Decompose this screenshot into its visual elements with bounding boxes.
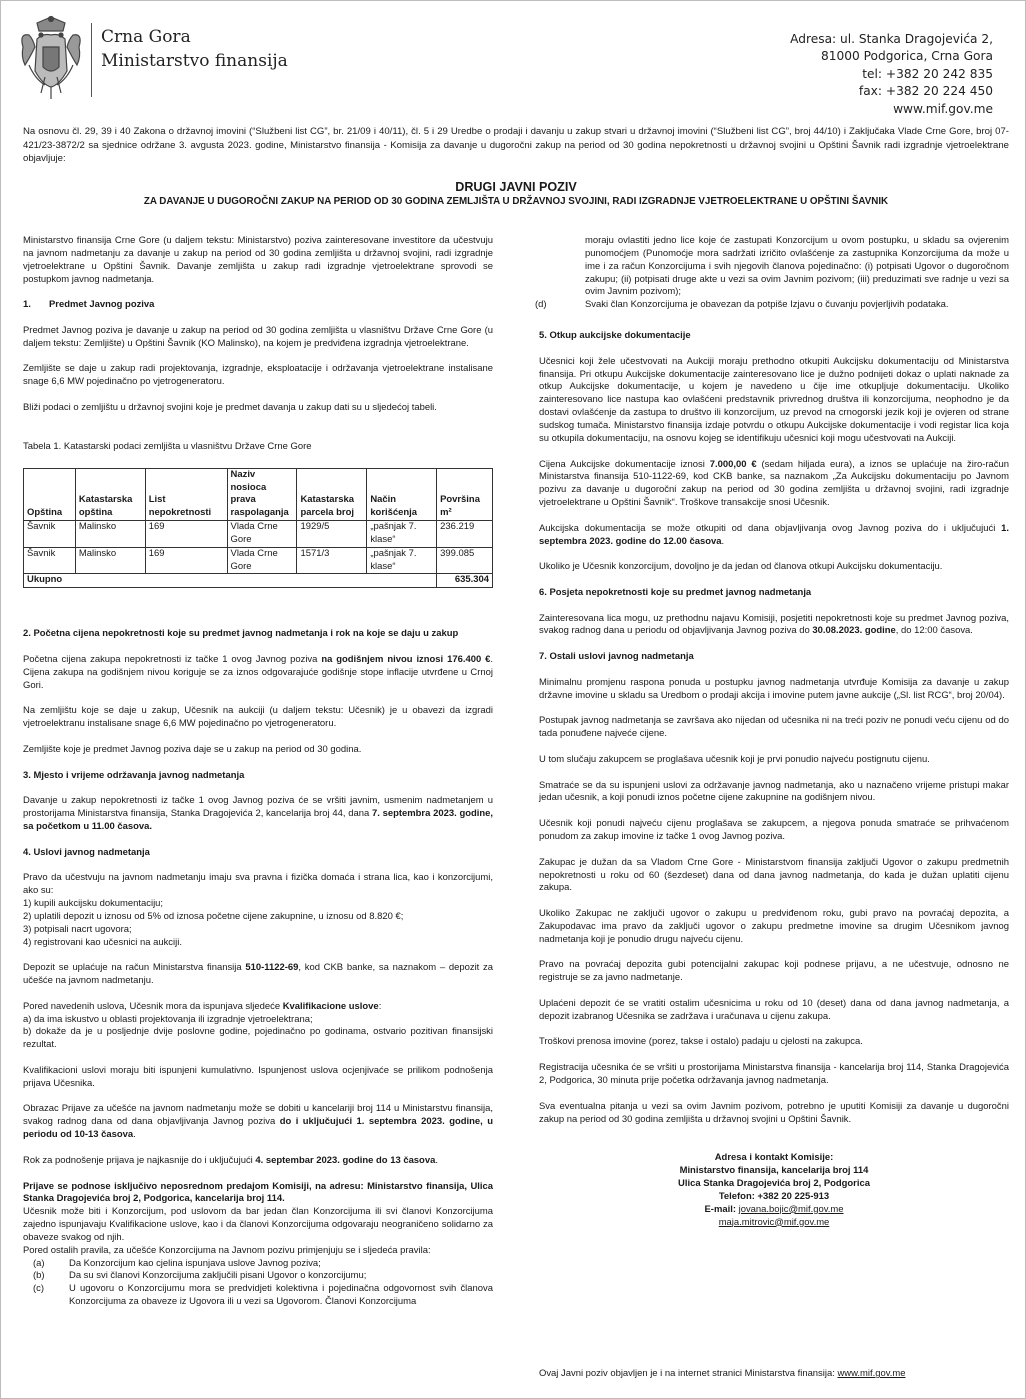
table-caption: Tabela 1. Katastarski podaci zemljišta u vlasništvu Države Crne Gore xyxy=(23,440,312,452)
section-1-paragraph: Predmet Javnog poziva je davanje u zakup na period od 30 godina zemljišta u vlasništvu Države Crne Gore (u daljem tekstu: Zemljište) u Opštini Šavnik (KO Malinsko), na kojem je predviđena izgradnja vjetroelektrane. xyxy=(23,324,493,349)
rule-text: Da su svi članovi Konzorcijuma zaključili pisani Ugovor o konzorcijumu; xyxy=(69,1270,367,1282)
table-cell: 399.085 xyxy=(437,547,493,574)
table-cell: Malinsko xyxy=(75,547,145,574)
text-run: . xyxy=(435,1154,438,1166)
rule-label: (a) xyxy=(33,1257,45,1269)
list-item: 1) kupili aukcijsku dokumentaciju; xyxy=(23,897,164,909)
consortium-rules-intro: Pored ostalih pravila, za učešće Konzorcijuma na Javnom pozivu primjenjuju se i sljedeća pravila: xyxy=(23,1244,431,1256)
footer-text: Ovaj Javni poziv objavljen je i na internet stranici Ministarstva finansija: xyxy=(539,1368,838,1379)
section-1-paragraph: Bliži podaci o zemljištu u državnoj svojini koje je predmet davanja u zakup dati su u sljedećoj tabeli. xyxy=(23,401,437,413)
text-run: . Cijena zakupa na godišnjem nivou koriguje se za iznos odgovarajuće godišnje stope inflacije utvrđene u Crnoj Gori. xyxy=(23,653,493,691)
contact-email-row xyxy=(539,1204,1009,1217)
section-7-heading: 7. Ostali uslovi javnog nadmetanja xyxy=(539,651,694,663)
text-run: , kod CKB banke, sa naznakom – depozit za učešće na javnom nadmetanju. xyxy=(23,962,493,987)
text-run: : xyxy=(378,1000,382,1012)
section-3-heading: 3. Mjesto i vrijeme održavanja javnog nadmetanja xyxy=(23,769,245,781)
footer-website-link[interactable]: www.mif.gov.me xyxy=(837,1368,906,1379)
table-row xyxy=(24,547,493,574)
email-link-2[interactable]: maja.mitrovic@mif.gov.me xyxy=(718,1216,830,1228)
table-header-cell: Naziv nosioca prava raspolaganja xyxy=(227,468,297,520)
section-7-paragraph: Smatraće se da su ispunjeni uslovi za održavanje javnog nadmetanja, ako u naznačeno vrijeme pristupi makar jedan učesnik, a koji ponudi iznos početne cijene zakupnine na godišnjem nivou. xyxy=(539,779,1009,804)
rule-label-spacer xyxy=(539,235,585,299)
contact-office: Ministarstvo finansija, kancelarija broj 114 xyxy=(679,1165,869,1177)
contact-heading: Adresa i kontakt Komisije: xyxy=(714,1152,834,1164)
section-7-paragraph: U tom slučaju zakupcem se proglašava učesnik koji je prvi ponudio najveću postignutu cijenu. xyxy=(539,753,930,765)
consortium-rule xyxy=(23,1283,493,1309)
section-7-paragraph: Uplaćeni depozit će se vratiti ostalim učesnicima u roku od 10 (deset) dana od dana javnog nadmetanja, a depozit izabranog Učesnika se zadržava i uračunava u cijenu zakupa. xyxy=(539,997,1009,1022)
fax-number: fax: +382 20 224 450 xyxy=(858,84,993,99)
legal-basis-intro: Na osnovu čl. 29, 39 i 40 Zakona o državnoj imovini (“Službeni list CG”, br. 21/09 i 40/11), čl. 5 i 29 Uredbe o prodaji i davanju u zakup stvari u državnoj imovini (“Službeni list CG”, broj 44/10) i Zaključaka Vlade Crne Gore, broj 07-421/23-3872/2 sa sjednice održane 3. avgusta 2023. godine, Ministarstvo finansija - Komisija za davanje u dugoročni zakup na period od 30 godina nepokretnosti u državnoj svojini u Opštini Šavnik radi izgradnje vjetroelektrane objavljuje: xyxy=(23,126,1009,165)
text-run: (sedam hiljada eura), a iznos se uplaćuje na žiro-račun Ministarstva finansija 510-1122-69, kod CKB banke, sa naznakom „Za Aukcijsku dokumentaciju po Javnom pozivu za davanje u dugoročni zakup na period od 30 godina zemljišta u državnoj svojini, radi izgradnje vjetroelektrane u Opštini Šavnik“. Troškove transakcije snosi Učesnik. xyxy=(539,458,1009,509)
requirements-list xyxy=(23,898,493,949)
title-main: DRUGI JAVNI POZIV xyxy=(455,180,577,194)
text-run: . xyxy=(133,1129,136,1141)
table-row xyxy=(24,521,493,548)
text-run: , do 12:00 časova. xyxy=(895,625,973,637)
footer-note xyxy=(539,1368,1009,1379)
contact-email-row xyxy=(539,1217,1009,1230)
section-2-heading: 2. Početna cijena nepokretnosti koje su predmet javnog nadmetanja i rok na koje se daju u zakup xyxy=(23,628,459,640)
right-column xyxy=(535,235,1009,1229)
text-run: . xyxy=(721,535,725,547)
section-3-paragraph xyxy=(23,795,493,834)
documentation-deadline-paragraph xyxy=(539,523,1009,549)
section-2-paragraph: Na zemljištu koje se daje u zakup, Učesnik na aukciji (u daljem tekstu: Učesnik) je u obavezi da izgradi vjetroelektranu instalisane snage 6,6 MW pojedinačno po vjetrogeneratoru. xyxy=(23,705,493,730)
section-4-paragraph: Pravo da učestvuju na javnom nadmetanju imaju sva pravna i fizička domaća i strana lica, kao i konzorcijumi, ako su: xyxy=(23,872,493,897)
site-visit-deadline: 30.08.2023. godine xyxy=(812,625,896,637)
text-run: Davanje u zakup nepokretnosti iz tačke 1 ovog Javnog poziva će se vršiti javnim, usmenim nadmetanjem u prostorijama Ministarstva finansija, Stanka Dragojevića 2, kancelarija broj 44, dana xyxy=(23,795,493,820)
section-7-paragraph: Zakupac je dužan da sa Vladom Crne Gore - Ministarstvom finansija zaključi Ugovor o zakupu predmetnih nepokretnosti u roku od 60 (šezdeset) dana od dana javnog nadmetanja, do kada je dužan uplatiti cijenu zakupa. xyxy=(539,856,1009,894)
rule-label: (c) xyxy=(33,1283,45,1295)
table-header-cell: Katastarska opština xyxy=(75,468,145,520)
table-header-cell: Katastarska parcela broj xyxy=(297,468,367,520)
section-7-paragraph: Učesnik koji ponudi najveću cijenu proglašava se zakupcem, a njegova ponuda smatraće se prihvaćenom ponudom za zakup imovine iz tačke 1 ovog Javnog poziva. xyxy=(539,818,1009,842)
email-label: E-mail: xyxy=(704,1203,739,1215)
site-visit-paragraph xyxy=(539,613,1009,639)
table-header-cell: Način korišćenja xyxy=(367,468,437,520)
submission-deadline: 4. septembar 2023. godine do 13 časova xyxy=(255,1154,436,1166)
text-run: Početna cijena zakupa nepokretnosti iz tačke 1 ovog Javnog poziva xyxy=(23,653,322,665)
consortium-rule xyxy=(535,299,1009,312)
section-7-paragraph: Sva eventualna pitanja u vezi sa ovim Javnim pozivom, potrebno je uputiti Komisiji za davanje u dugoročni zakup na period od 30 godina zemljišta u državnoj svojini u Opštini Šavnik. xyxy=(539,1100,1009,1125)
title-subtitle: ZA DAVANJE U DUGOROČNI ZAKUP NA PERIOD OD 30 GODINA ZEMLJIŠTA U DRŽAVNOJ SVOJINI, RADI IZGRADNJE VJETROELEKTRANE U OPŠTINI ŠAVNIK xyxy=(143,196,889,207)
phone-number: tel: +382 20 242 835 xyxy=(862,66,993,81)
consortium-paragraph: Učesnik može biti i Konzorcijum, pod uslovom da bar jedan član Konzorcijuma ili svi članovi Konzorcijuma zajedno ispunjavaju Kvalifikacione uslove, kao i da članovi Konzorcijuma odgovaraju neograničeno solidarno za obaveze svakog od njih. xyxy=(23,1206,493,1243)
total-label: Ukupno xyxy=(24,574,437,588)
text-run: Cijena Aukcijske dokumentacije iznosi xyxy=(539,458,710,470)
table-header-row xyxy=(24,468,493,520)
table-cell: Malinsko xyxy=(75,521,145,548)
application-form-paragraph xyxy=(23,1103,493,1142)
table-cell: Vlada Crne Gore xyxy=(227,521,297,548)
table-cell: 169 xyxy=(145,547,227,574)
section-2-paragraph: Zemljište koje je predmet Javnog poziva daje se u zakup na period od 30 godina. xyxy=(23,743,362,755)
auction-date: 7. septembra 2023. godine, sa početkom u 11.00 časova. xyxy=(23,808,493,832)
form-deadline: do i uključujući 1. septembra 2023. godine, u periodu od 10-13 časova xyxy=(23,1116,493,1141)
section-5-heading: 5. Otkup aukcijske dokumentacije xyxy=(539,330,691,342)
address-line-1: Adresa: ul. Stanka Dragojevića 2, xyxy=(790,32,993,46)
table-header-cell: Opština xyxy=(24,468,76,520)
commission-contact xyxy=(539,1152,1009,1229)
table-header-cell: Površina m² xyxy=(437,468,493,520)
section-7-paragraph: Pravo na povraćaj depozita gubi potencijalni zakupac koji podnese prijavu, a ne učestvuje, odnosno ne registruje se za javno nadmetanje. xyxy=(539,959,1009,984)
list-item: 3) potpisali nacrt ugovora; xyxy=(23,923,132,935)
table-cell: 236.219 xyxy=(437,521,493,548)
section-7-paragraph: Ukoliko Zakupac ne zaključi ugovor o zakupu u predviđenom roku, gubi pravo na povraćaj depozita, a Zakupodavac ima pravo da zaključi ugovor o zakupu predmetne imovine sa drugim Učesnikom javnog nadmetanja koji je ponudio drugu najveću cijenu. xyxy=(539,908,1009,945)
table-cell: Šavnik xyxy=(24,521,76,548)
address-line-2: 81000 Podgorica, Crna Gora xyxy=(820,49,993,64)
table-cell: Šavnik xyxy=(24,547,76,574)
consortium-rule-continued xyxy=(539,235,1009,299)
rule-text: U ugovoru o Konzorcijumu mora se predvidjeti kolektivna i pojedinačna odgovornost svih članova Konzorcijuma za obaveze iz Ugovora ili u vezi sa Ugovorom. Članovi Konzorcijuma xyxy=(69,1283,493,1308)
section-5-paragraph: Učesnici koji žele učestvovati na Aukciji moraju prethodno otkupiti Aukcijsku dokumentaciju od Ministarstva finansija. Pri otkupu Aukcijske dokumentacije zainteresovano lice je dužno podnijeti dokaz o uplati naknade za otkup Aukcijske dokumentacije, u kojem je navedeno u čije ime otkupljuje dokumentaciju. Ukoliko zainteresovano lice nastupa kao ovlašćeni predstavnik privrednog društva ili konzorcijuma, neophodno je da dostavi ovlašćenje da zastupa to društvo ili konzorcijum, uz prevod na crnogorski jezik koji je ovjeren od strane sudskog tumača. Ministarstvo finansija izdaje potvrdu o otkupu Aukcijske dokumentacije i vodi registar lica koja su otkupila dokumentaciju, na osnovu kojeg se identifikuju učesnici koji mogu učestvovati na Aukciji. xyxy=(539,355,1009,444)
section-2-paragraph xyxy=(23,654,493,693)
rule-label: (b) xyxy=(33,1270,45,1282)
table-cell: 169 xyxy=(145,521,227,548)
documentation-deadline: 1. septembra 2023. godine do 12.00 časova xyxy=(539,522,1009,547)
qualification-paragraph xyxy=(23,1001,493,1014)
section-1-paragraph: Zemljište se daje u zakup radi projektovanja, izgradnje, eksploatacije i održavanja vjetroelektrane instalisane snage 6,6 MW pojedinačno po vjetrogeneratoru. xyxy=(23,363,493,388)
qualification-list xyxy=(23,1014,493,1053)
rule-text: Da Konzorcijum kao cjelina ispunjava uslove Javnog poziva; xyxy=(69,1257,321,1269)
table-header-cell: List nepokretnosti xyxy=(145,468,227,520)
rule-label: (d) xyxy=(535,299,547,311)
section-7-paragraph: Registracija učesnika će se vršiti u prostorijama Ministarstva finansija - kancelarija broj 114, Stanka Dragojevića 2, Podgorica, 30 minuta prije početka održavanja javnog nadmetanja. xyxy=(539,1062,1009,1086)
list-item: 4) registrovani kao učesnici na aukciji. xyxy=(23,936,182,948)
annual-price: na godišnjem nivou iznosi 176.400 € xyxy=(321,653,491,665)
text-run: Aukcijska dokumentacija se može otkupiti od dana objavljivanja ovog Javnog poziva do i uključujući xyxy=(539,522,1002,534)
ministry-contact xyxy=(790,31,993,118)
consortium-rule xyxy=(23,1270,493,1283)
total-value: 635.304 xyxy=(437,574,493,588)
text-run: Zainteresovana lica mogu, uz prethodnu najavu Komisiji, posjetiti nepokretnosti koje su predmet Javnog poziva, svakog radnog dana u periodu od objavljivanja Javnog poziva do xyxy=(539,612,1009,637)
section-5-paragraph: Ukoliko je Učesnik konzorcijum, dovoljno je da jedan od članova otkupi Aukcijsku dokumentaciju. xyxy=(539,561,943,573)
list-item: 2) uplatili depozit u iznosu od 5% od iznosa početne cijene zakupnine, u iznosu od 8.820 €; xyxy=(23,910,404,922)
table-cell: 1571/3 xyxy=(297,547,367,574)
section-4-heading: 4. Uslovi javnog nadmetanja xyxy=(23,846,150,858)
section-title: Predmet Javnog poziva xyxy=(49,299,155,311)
consortium-rule xyxy=(23,1258,493,1271)
text-run: Pored navedenih uslova, Učesnik mora da ispunjava sljedeće xyxy=(23,1000,283,1012)
deadline-paragraph xyxy=(23,1155,493,1168)
qualification-label: Kvalifikacione uslove xyxy=(282,1000,379,1012)
document-title xyxy=(23,179,1009,208)
text-run: Depozit se uplaćuje na račun Ministarstva finansija xyxy=(23,962,246,974)
rule-text: moraju ovlastiti jedno lice koje će zastupati Konzorcijum u ovom postupku, u skladu sa ovjerenim punomoćjem (Punomoćje mora sadržati izričito ovlašćenje za zastupnika Konzorcijuma da može u ime i za račun Konzorcijuma i svih njegovih članova pojedinačno: (i) potpisati Ugovor o dugoročnom zakupu; (ii) potpisati druge akte u vezi sa ovim Javnim pozivom; (iii) preduzimati sve radnje u vezi sa ovim Javnim pozivom); xyxy=(585,235,1009,298)
header-divider xyxy=(91,23,92,97)
list-item: b) dokaže da je u posljednje dvije poslovne godine, pojedinačno po godinama, ostvario pozitivan finansijski rezultat. xyxy=(23,1026,493,1051)
ministry-name: Ministarstvo finansija xyxy=(101,51,288,71)
list-item: a) da ima iskustvo u oblasti projektovanja ili izgradnje vjetroelektrana; xyxy=(23,1013,313,1025)
deposit-paragraph xyxy=(23,962,493,988)
contact-street: Ulica Stanka Dragojevića broj 2, Podgorica xyxy=(678,1178,870,1190)
text-run: Obrazac Prijave za učešće na javnom nadmetanju može se dobiti u kancelariji broj 114 u Ministarstvu finansija, svakog radnog dana od dana objavljivanja Javnog poziva xyxy=(23,1103,493,1128)
table-cell: Vlada Crne Gore xyxy=(227,547,297,574)
section-6-heading: 6. Posjeta nepokretnosti koje su predmet javnog nadmetanja xyxy=(539,586,812,598)
section-number: 1. xyxy=(23,299,31,311)
section-7-paragraph: Minimalnu promjenu raspona ponuda u postupku javnog nadmetanja utvrđuje Komisija za davanje u zakup državne imovine u skladu sa Uredbom o prodaji akcija i imovine putem javne aukcije („Sl. list RCG“, broj 20/04). xyxy=(539,676,1009,701)
letterhead xyxy=(1,1,1026,119)
table-cell: „pašnjak 7. klase“ xyxy=(367,547,437,574)
organization-name xyxy=(101,25,288,73)
coat-of-arms-icon xyxy=(15,13,87,101)
table-cell: 1929/5 xyxy=(297,521,367,548)
section-7-paragraph: Troškovi prenosa imovine (porez, takse i ostalo) padaju u cjelosti na zakupca. xyxy=(539,1036,863,1048)
left-column xyxy=(23,235,493,1309)
email-link-1[interactable]: jovana.bojic@mif.gov.me xyxy=(738,1203,844,1215)
call-intro-paragraph: Ministarstvo finansija Crne Gore (u daljem tekstu: Ministarstvo) poziva zainteresovane investitore da učestvuju na javnom nadmetanju za davanje u zakup na period od 30 godina zemljišta u državnoj svojini, radi izgradnje vjetroelektrane u Opštini Šavnik. Davanje zemljišta u zakup radi izgradnje vjetroelektrane sprovodi se postupkom javnog nadmetanja. xyxy=(23,235,493,285)
section-7-paragraph: Postupak javnog nadmetanja se završava ako nijedan od učesnika ni na treći poziv ne ponudi veću cijenu od do tada ponuđene najveće cijene. xyxy=(539,715,1009,740)
contact-phone: Telefon: +382 20 225-913 xyxy=(718,1190,830,1202)
text-run: Rok za podnošenje prijava je najkasnije do i uključujući xyxy=(23,1154,256,1166)
table-total-row xyxy=(24,574,493,588)
section-1-heading xyxy=(23,299,493,312)
submission-paragraph: Prijave se podnose isključivo neposrednom predajom Komisiji, na adresu: Ministarstvo finansija, Ulica Stanka Dragojevića broj 2, Podgorica, kancelarija broj 114. xyxy=(23,1180,493,1205)
documentation-price-paragraph xyxy=(539,459,1009,510)
country-name: Crna Gora xyxy=(101,27,191,47)
table-cell: „pašnjak 7. klase“ xyxy=(367,521,437,548)
documentation-price: 7.000,00 € xyxy=(709,458,757,470)
section-4-paragraph: Kvalifikacioni uslovi moraju biti ispunjeni kumulativno. Ispunjenost uslova ocjenjivaće se prilikom podnošenja prijava Učesnika. xyxy=(23,1064,493,1089)
rule-text: Svaki član Konzorcijuma je obavezan da potpiše Izjavu o čuvanju povjerljivih podataka. xyxy=(585,299,949,311)
bank-account: 510-1122-69 xyxy=(245,962,299,974)
website[interactable]: www.mif.gov.me xyxy=(893,101,993,116)
cadastre-table xyxy=(23,468,493,589)
